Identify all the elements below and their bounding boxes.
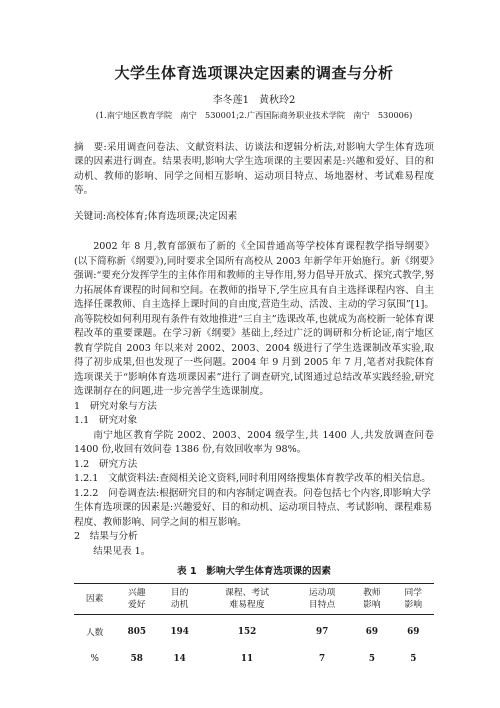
keywords-text: 高校体育;体育选项课;决定因素 [106,211,238,223]
abstract [74,141,434,198]
affiliation: (1.南宁地区教育学院 南宁 530001;2.广西国际商务职业技术学院 南宁 530006) [95,110,413,120]
table-row [74,644,434,670]
table-cell: 805 [127,626,146,637]
section-1-1-text: 南宁地区教育学院 2002、2003、2004 级学生,共 1400 人,共发放调查问卷 1400 份,收回有效问卷 1386 份,有效回收率为 98%。 [74,429,434,456]
table-cell: 152 [237,626,257,637]
table-cell: 7 [319,654,326,665]
section-1-heading: 1 研究对象与方法 [74,400,157,412]
table-cell: 5 [368,654,375,665]
table-col-header: 兴趣 爱好 [127,588,146,611]
table-cell: 194 [170,626,189,637]
intro-paragraph: 2002 年 8 月,教育部颁布了新的《全国普通高等学校体育课程教学指导纲要》(以下简称新《纲要》),同时要求全国所有高校从 2003 年新学年开始施行。新《纲要》强调:“要充分发挥学生的主体作用和教师的主导作用,努力倡导开放式、探究式教学,努力拓展体育课程的时间和空间。在教师的指导下,学生应具有自主选择课程内容、自主选择任课教师、自主选择上课时间的自由度,营造生动、活泼、主动的学习氛围”[1]。高等院校如何利用现有条件有效地推进“三自主”选课改革,也就成为高校新一轮体育课程改革的重要课题。在学习新《纲要》基础上,经过广泛的调研和分析论证,南宁地区教育学院自 2003 年以来对 2002、2003、2004 级进行了学生选课制改革实验,取得了初步成果,但也发现了一些问题。2004 年 9 月到 2005 年 7 月,笔者对我院体育选项课关于“影响体育选项课因素”进行了调查研究,试图通过总结改革实践经验,研究选课制存在的问题,进一步完善学生选课制度。 [74,241,434,398]
table-corner-header: 因素 [85,594,104,605]
table-col-header: 运动项 目特点 [308,588,336,611]
abstract-label: 摘 要: [74,142,107,153]
table-row [74,615,434,645]
factors-table [74,583,434,670]
table-cell: 5 [410,654,417,665]
authors: 李冬莲1 黄秋玲2 [212,95,296,106]
table-row-label: 人数 [85,628,104,639]
table-col-header: 教师 影响 [363,588,381,611]
table-cell: 14 [173,654,186,665]
table-header-row [74,584,434,615]
table-cell: 58 [130,654,143,665]
table-caption: 表 1 影响大学生体育选项课的因素 [177,566,331,578]
section-1-2-heading: 1.2 研究方法 [74,458,138,470]
section-2-text: 结果见表 1。 [93,545,151,557]
paper-title: 大学生体育选项课决定因素的调查与分析 [114,64,394,82]
table-row-label: % [90,654,99,665]
table-cell: 69 [365,626,379,637]
section-2-heading: 2 结果与分析 [74,531,138,543]
keywords-label: 关键词: [74,211,107,223]
table-cell: 97 [315,626,329,637]
table-col-header: 同学 影响 [404,588,423,611]
table-cell: 69 [407,626,420,637]
section-1-2-1-text: 1.2.1 文献资料法:查阅相关论文资料,同时利用网络搜集体育教学改革的相关信息。 [74,473,431,485]
table-col-header: 课程、考试 难易程度 [225,588,270,611]
keywords [74,208,434,222]
abstract-text: 采用调查问卷法、文献资料法、访谈法和逻辑分析法,对影响大学生体育选项课的因素进行调查。结果表明,影响大学生选项课的主要因素是:兴趣和爱好、目的和动机、教师的影响、同学之间相互影响、运动项目特点、场地器材、考试难易程度等。 [74,142,434,196]
section-1-2-2-text: 1.2.2 问卷调查法:根据研究目的和内容制定调查表。问卷包括七个内容,即影响大学生体育选项课的因素是:兴趣爱好、目的和动机、运动项目特点、考试影响、课程难易程度、教师影响、同学之间的相互影响。 [74,487,433,528]
table-col-header: 目的 动机 [170,588,189,611]
section-1-1-heading: 1.1 研究对象 [74,415,138,427]
table-cell: 11 [240,654,254,665]
